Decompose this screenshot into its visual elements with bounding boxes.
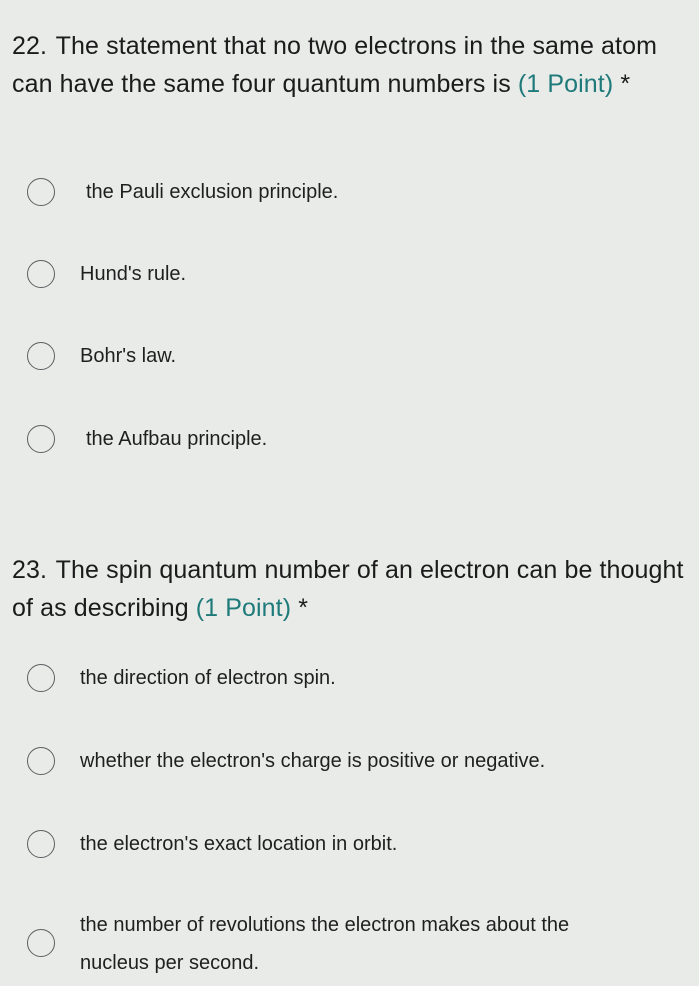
question-number: 22.	[12, 32, 48, 60]
option-aufbau-principle[interactable]	[0, 421, 699, 457]
question-text: The statement that no two electrons in the same atom can have the same four quantum numbers is	[12, 32, 658, 98]
radio-button[interactable]	[27, 929, 55, 957]
question-title	[12, 27, 692, 103]
radio-button[interactable]	[27, 342, 55, 370]
option-revolutions-per-second[interactable]	[0, 906, 699, 980]
option-pauli-exclusion[interactable]	[0, 174, 699, 210]
option-label: whether the electron's charge is positive or negative.	[80, 750, 546, 772]
option-label: the direction of electron spin.	[80, 667, 336, 689]
option-label: Hund's rule.	[80, 263, 187, 285]
radio-button[interactable]	[27, 425, 55, 453]
option-hunds-rule[interactable]	[0, 256, 699, 292]
required-marker: *	[620, 70, 631, 98]
required-marker: *	[298, 594, 309, 622]
question-points: (1 Point)	[195, 594, 292, 622]
question-number: 23.	[12, 556, 48, 584]
option-label: the Pauli exclusion principle.	[86, 181, 339, 203]
radio-button[interactable]	[27, 260, 55, 288]
option-label: Bohr's law.	[80, 345, 177, 367]
option-label: the number of revolutions the electron makes about the nucleus per second.	[80, 914, 570, 974]
question-title	[12, 551, 692, 627]
option-direction-of-spin[interactable]	[0, 660, 699, 696]
radio-button[interactable]	[27, 747, 55, 775]
radio-button[interactable]	[27, 830, 55, 858]
option-exact-location[interactable]	[0, 826, 699, 862]
radio-button[interactable]	[27, 178, 55, 206]
option-label: the Aufbau principle.	[86, 428, 268, 450]
question-points: (1 Point)	[517, 70, 614, 98]
option-label: the electron's exact location in orbit.	[80, 833, 398, 855]
radio-button[interactable]	[27, 664, 55, 692]
option-charge-sign[interactable]	[0, 743, 699, 779]
option-bohrs-law[interactable]	[0, 338, 699, 374]
question-text: The spin quantum number of an electron can be thought of as describing	[12, 556, 684, 622]
